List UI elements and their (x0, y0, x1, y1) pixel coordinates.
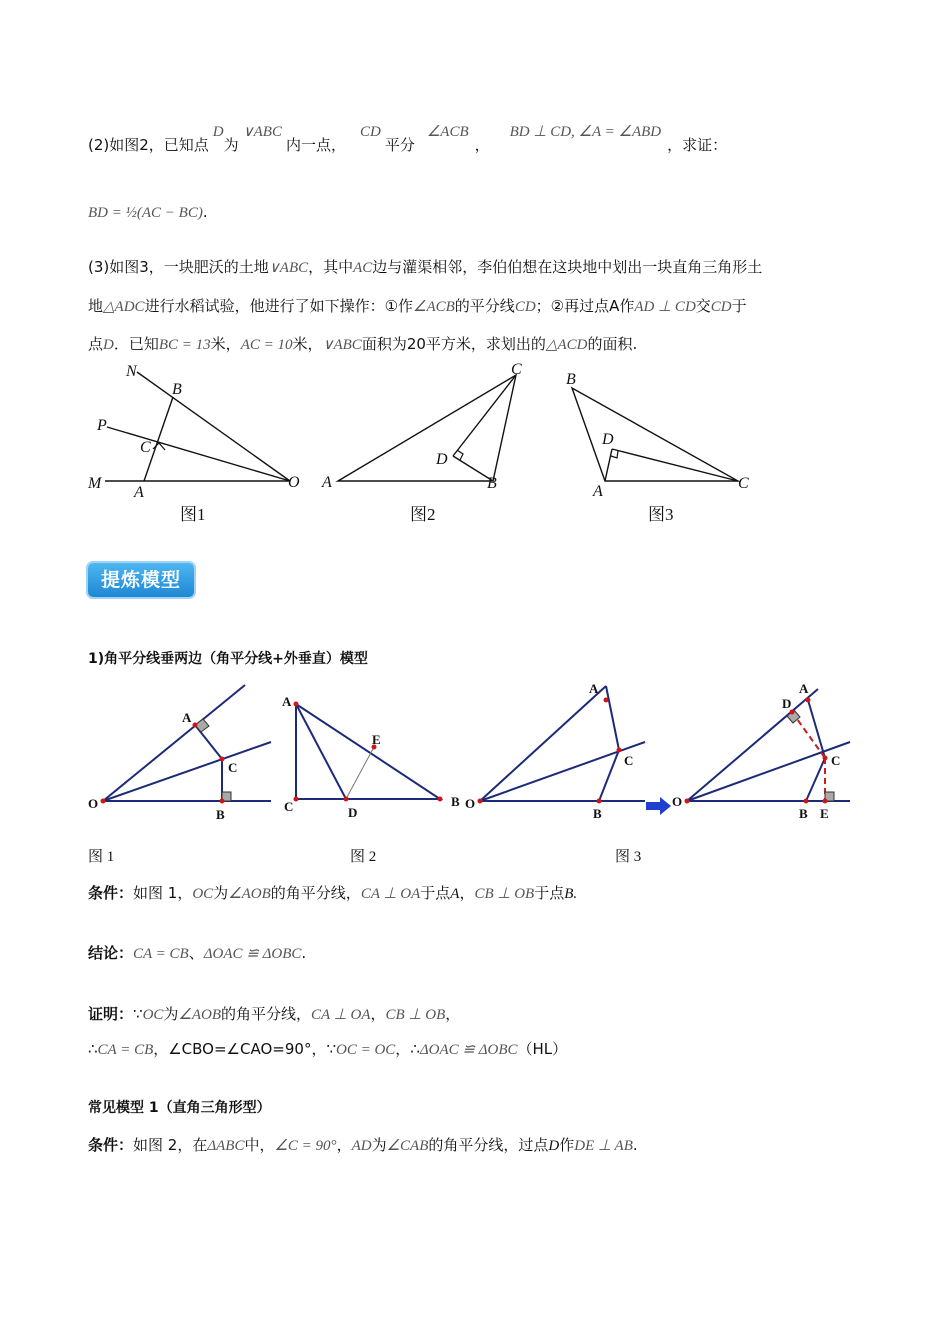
label-E: E (372, 732, 381, 747)
label-A: A (799, 681, 809, 696)
problem-3-line2: 地△ADC进行水稻试验，他进行了如下操作：①作∠ACB的平分线CD；②再过点A作AD ⊥ CD交CD于 (88, 297, 747, 315)
label-P: P (97, 417, 107, 434)
label-O: O (288, 474, 300, 491)
model-figure-1 (88, 680, 278, 825)
label-A: A (182, 710, 192, 725)
label-C: C (624, 753, 634, 768)
label-O: O (88, 796, 99, 811)
model1-conclusion: 结论：CA = CB、ΔOAC ≌ ΔOBC. (88, 944, 307, 962)
label-A: A (589, 681, 599, 696)
label-B: B (593, 806, 602, 821)
label-A: A (282, 694, 292, 709)
label-A: A (593, 483, 603, 500)
section-button-refine-model[interactable]: 提炼模型 (88, 563, 194, 597)
figure-2-top (315, 360, 545, 530)
figure-3-top (560, 360, 760, 530)
label-E: E (820, 806, 829, 821)
model-figure-2 (280, 690, 465, 825)
label-C: C (831, 753, 841, 768)
problem-2-formula: BD = ½(AC − BC). (88, 203, 208, 221)
label-C: C (511, 361, 522, 378)
model1-proof-line2: ∴CA = CB，∠CBO=∠CAO=90°，∵OC = OC，∴ΔOAC ≌ ΔOBC（HL） (88, 1040, 568, 1058)
label-C: C (284, 799, 294, 814)
model1-title: 1)角平分线垂两边（角平分线+外垂直）模型 (88, 651, 368, 667)
label-C: C (228, 760, 238, 775)
figure-1-top (80, 360, 310, 530)
problem-3-line1: (3)如图3，一块肥沃的土地∨ABC，其中AC边与灌渠相邻，李伯伯想在这块地中划出一块直角三角形土 (88, 258, 763, 276)
caption-fig2-top: 图2 (410, 505, 436, 524)
label-N: N (126, 363, 137, 380)
label-B: B (451, 794, 460, 809)
model-figure-3 (465, 675, 660, 825)
problem-2-line1: (2)如图2，已知点D为∨ABC内一点，CD平分∠ACB，BD ⊥ CD, ∠A = ∠ABD，求证： (88, 124, 728, 154)
caption-model-fig3: 图 3 (615, 849, 642, 865)
label-B: B (172, 381, 182, 398)
label-B: B (487, 475, 497, 492)
label-O: O (672, 794, 683, 809)
caption-fig1-top: 图1 (180, 505, 206, 524)
model-figure-4 (672, 675, 852, 825)
label-C: C (738, 475, 749, 492)
label-D: D (602, 431, 614, 448)
problem-3-line3: 点D．已知BC = 13米，AC = 10米，∨ABC面积为20平方米，求划出的△ACD的面积. (88, 335, 638, 353)
label-D: D (436, 451, 448, 468)
model1-condition: 条件：如图 1，OC为∠AOB的角平分线，CA ⊥ OA于点A，CB ⊥ OB于点B. (88, 884, 578, 902)
caption-model-fig1: 图 1 (88, 849, 115, 865)
label-B: B (799, 806, 808, 821)
model1-proof-line1: 证明：∵OC为∠AOB的角平分线，CA ⊥ OA，CB ⊥ OB， (88, 1005, 461, 1023)
label-C: C (140, 439, 151, 456)
common-model1-condition: 条件：如图 2，在ΔABC中，∠C = 90°，AD为∠CAB的角平分线，过点D作DE ⊥ AB. (88, 1136, 638, 1154)
label-A: A (322, 474, 332, 491)
caption-fig3-top: 图3 (648, 505, 674, 524)
label-O: O (465, 796, 476, 811)
label-B: B (566, 371, 576, 388)
common-model1-title: 常见模型 1（直角三角形型） (88, 1100, 271, 1116)
label-A: A (134, 484, 144, 501)
label-B: B (216, 807, 225, 822)
caption-model-fig2: 图 2 (350, 849, 377, 865)
arrow-right-icon (646, 795, 672, 817)
label-D: D (348, 805, 358, 820)
label-M: M (88, 475, 102, 492)
label-D: D (782, 696, 792, 711)
